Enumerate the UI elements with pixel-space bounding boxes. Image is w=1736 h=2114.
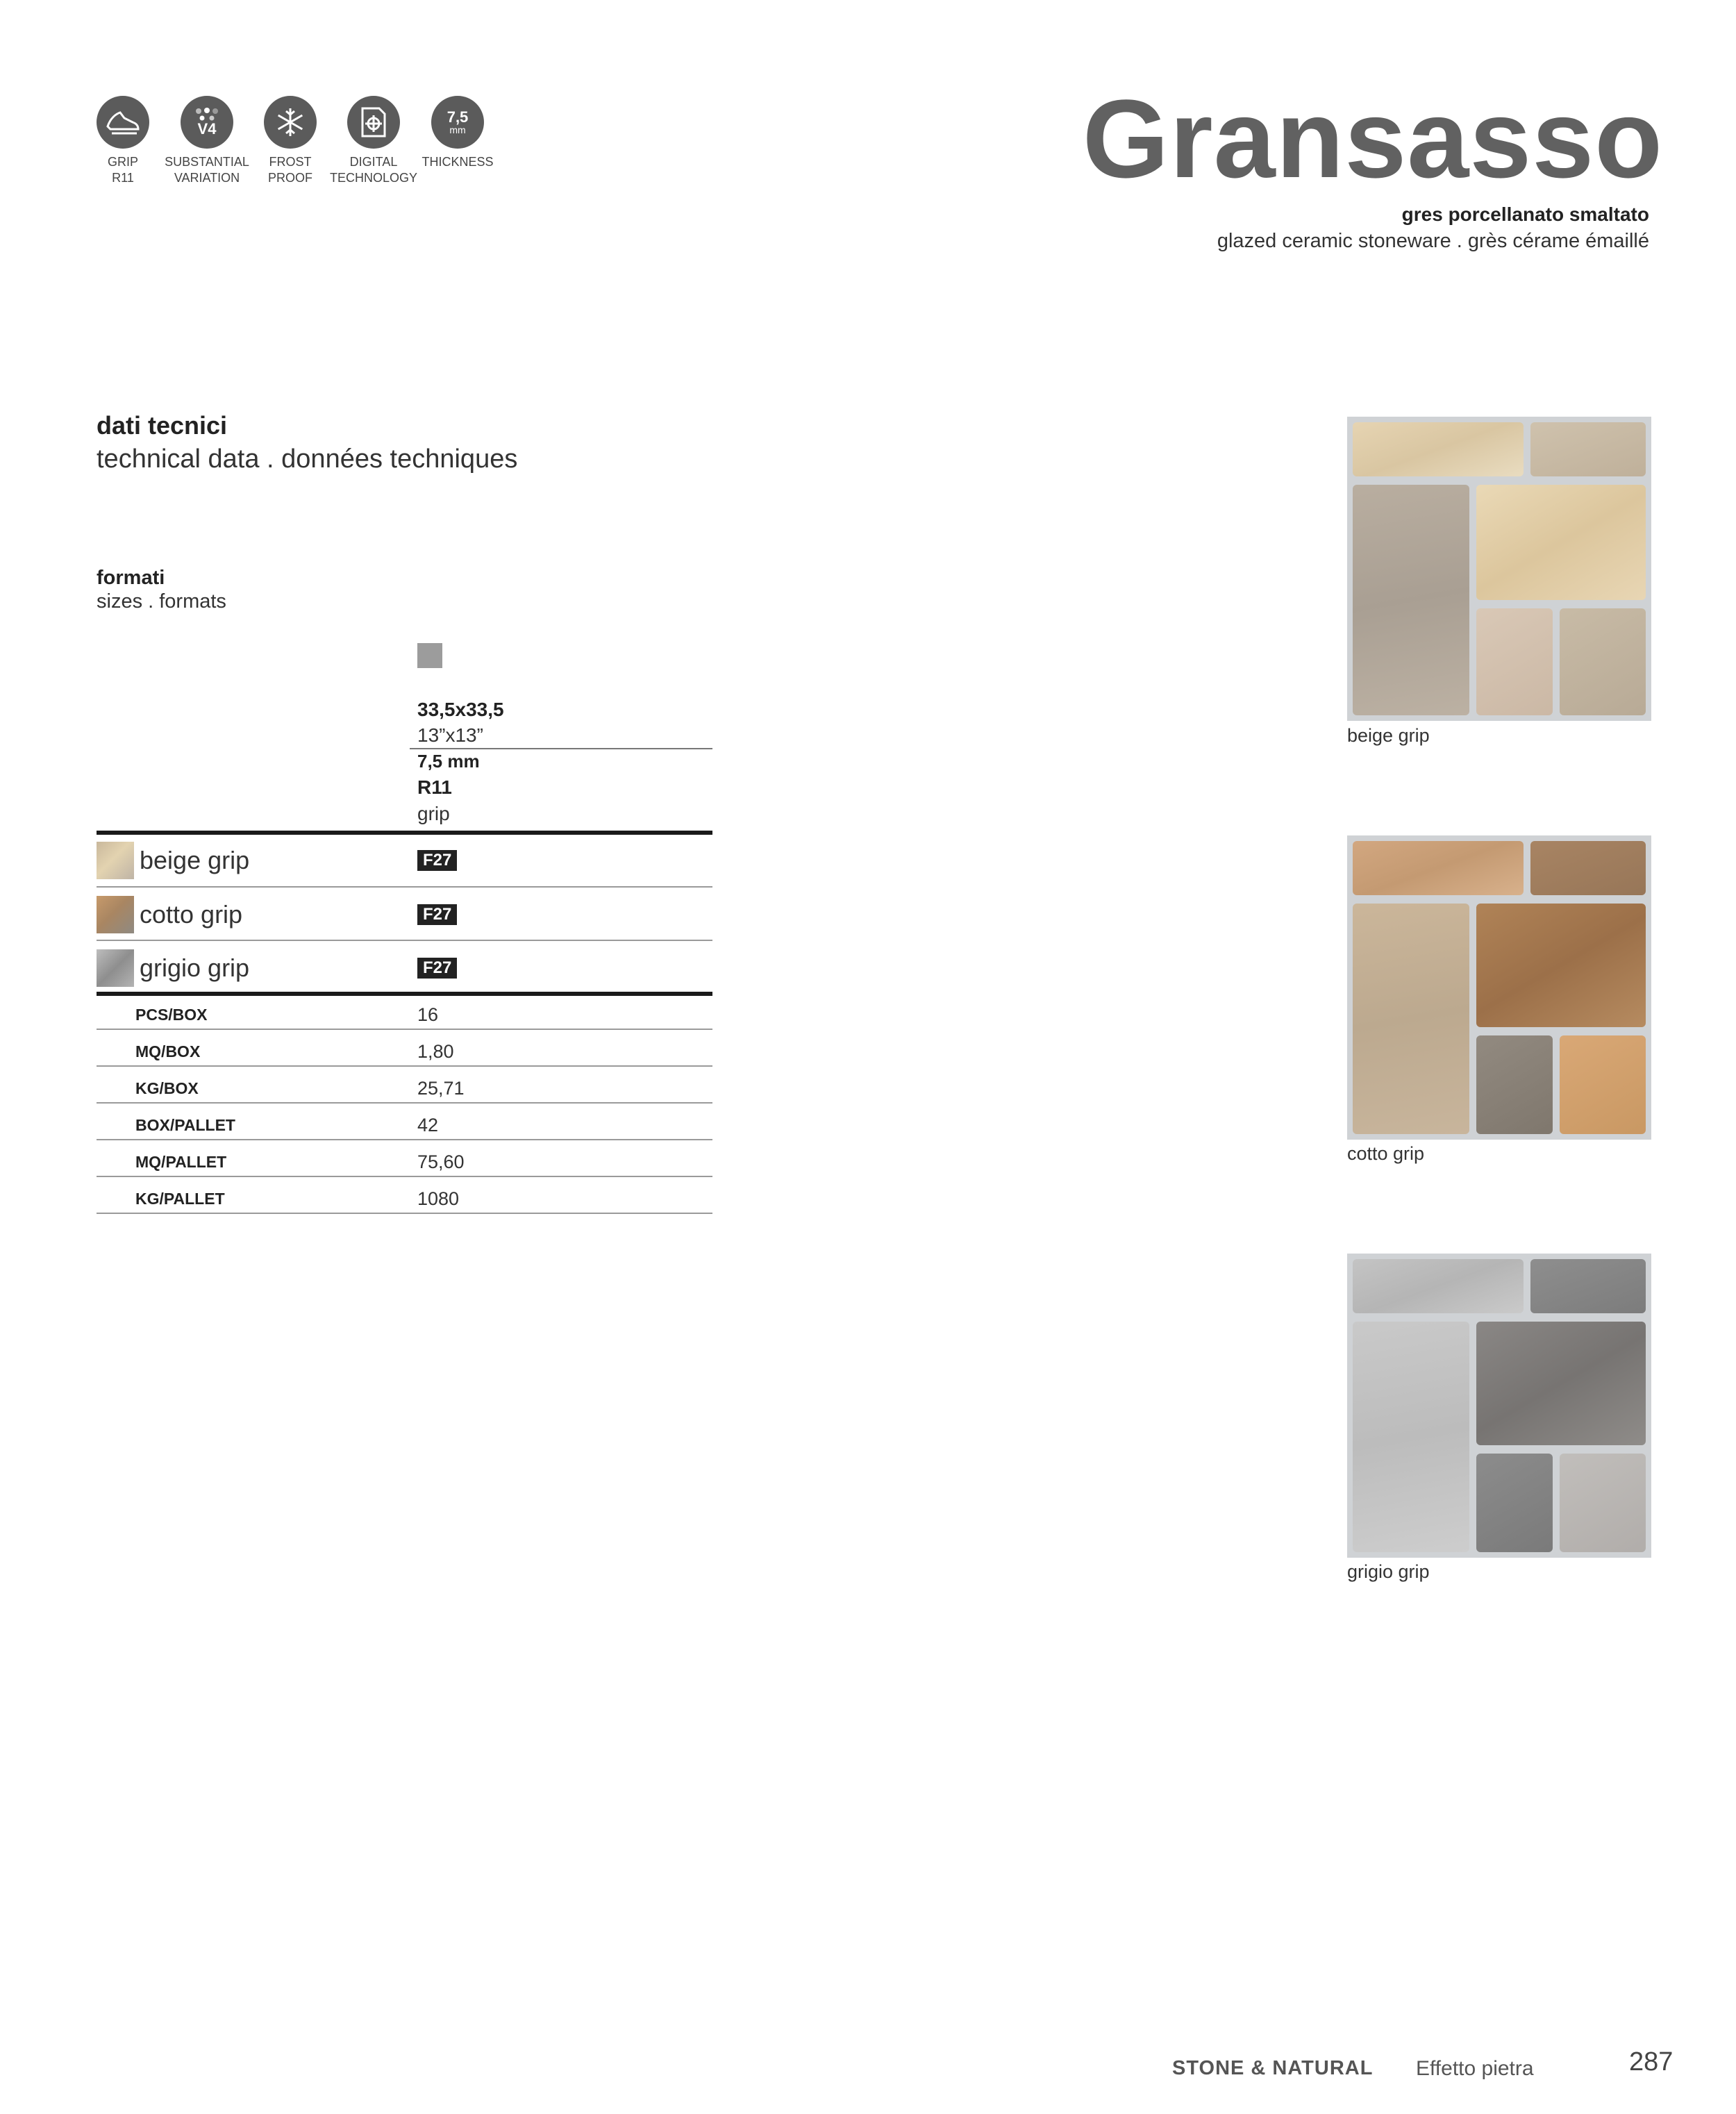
- tile-caption: beige grip: [1347, 725, 1430, 746]
- packaging-key: PCS/BOX: [135, 1006, 208, 1024]
- packaging-row: [97, 1106, 712, 1142]
- packaging-row: [97, 1143, 712, 1179]
- page-title: Gransasso: [1082, 76, 1663, 201]
- feature-thickness: [406, 96, 510, 170]
- packaging-key: BOX/PALLET: [135, 1116, 235, 1134]
- section-title-multilang: technical data . données techniques: [97, 444, 518, 474]
- packaging-value: 42: [417, 1115, 439, 1135]
- packaging-row: [97, 1033, 712, 1069]
- packaging-value: 25,71: [417, 1078, 465, 1099]
- tile-image-beige: [1347, 417, 1651, 721]
- color-name: grigio grip: [140, 954, 250, 982]
- packaging-value: 16: [417, 1004, 439, 1025]
- tile-image-cotto: [1347, 835, 1651, 1140]
- tile-caption: grigio grip: [1347, 1561, 1430, 1582]
- packaging-key: MQ/BOX: [135, 1042, 201, 1060]
- variation-dots-icon: [181, 96, 233, 149]
- color-swatch: [97, 949, 134, 987]
- color-row: [97, 833, 712, 888]
- packaging-row: [97, 1070, 712, 1106]
- divider: [410, 748, 712, 749]
- table-divider: [97, 1065, 712, 1067]
- section-title: dati tecnici: [97, 411, 228, 440]
- tile-image-grigio: [1347, 1254, 1651, 1558]
- packaging-value: 1080: [417, 1188, 460, 1209]
- table-divider: [97, 1213, 712, 1214]
- color-swatch: [97, 896, 134, 933]
- thickness-unit: mm: [449, 124, 466, 135]
- availability-code-badge: F27: [417, 958, 457, 979]
- color-swatch: [97, 842, 134, 879]
- format-thickness: 7,5 mm: [417, 751, 480, 772]
- packaging-row: [97, 996, 712, 1032]
- format-size-in: 13”x13”: [417, 724, 483, 746]
- packaging-key: MQ/PALLET: [135, 1153, 227, 1171]
- feature-label: GRIP: [107, 155, 138, 169]
- color-name: cotto grip: [140, 900, 243, 929]
- format-slip-rating: R11: [417, 776, 452, 798]
- feature-label-sub: TECHNOLOGY: [329, 171, 418, 185]
- format-finish: grip: [417, 803, 450, 824]
- feature-label: DIGITAL: [349, 155, 398, 169]
- footer-category: STONE & NATURAL: [1172, 2057, 1374, 2079]
- variation-badge: V4: [197, 120, 217, 138]
- color-name: beige grip: [140, 846, 250, 874]
- color-row: [97, 941, 712, 995]
- shoe-grip-icon: [97, 96, 149, 149]
- format-square-icon: [417, 643, 442, 668]
- snowflake-icon: [264, 96, 317, 149]
- table-divider: [97, 1139, 712, 1140]
- digital-document-icon: [347, 96, 400, 149]
- thickness-value: 7,5: [446, 108, 469, 126]
- feature-label: THICKNESS: [422, 155, 494, 169]
- thickness-icon: [431, 96, 484, 149]
- table-divider: [97, 1176, 712, 1177]
- formats-title-multilang: sizes . formats: [97, 590, 226, 613]
- packaging-key: KG/PALLET: [135, 1190, 225, 1208]
- page-number: 287: [1629, 2047, 1674, 2076]
- packaging-row: [97, 1180, 712, 1216]
- feature-label: FROST: [269, 155, 312, 169]
- packaging-value: 75,60: [417, 1151, 465, 1172]
- format-size-cm: 33,5x33,5: [417, 699, 504, 720]
- table-divider: [97, 1102, 712, 1104]
- subtitle-it: gres porcellanato smaltato: [1401, 203, 1649, 225]
- tile-caption: cotto grip: [1347, 1143, 1425, 1164]
- color-row: [97, 888, 712, 942]
- availability-code-badge: F27: [417, 904, 457, 925]
- feature-label-sub: VARIATION: [174, 171, 240, 185]
- formats-title: formati: [97, 567, 165, 589]
- subtitle-multilang: glazed ceramic stoneware . grès cérame émaillé: [1217, 230, 1649, 252]
- feature-label: SUBSTANTIAL: [165, 155, 249, 169]
- feature-label-sub: PROOF: [267, 171, 312, 185]
- feature-label-sub: R11: [112, 171, 134, 185]
- table-divider: [97, 1029, 712, 1030]
- packaging-key: KG/BOX: [135, 1079, 199, 1097]
- footer-category-it: Effetto pietra: [1416, 2057, 1534, 2080]
- availability-code-badge: F27: [417, 850, 457, 871]
- packaging-value: 1,80: [417, 1041, 454, 1062]
